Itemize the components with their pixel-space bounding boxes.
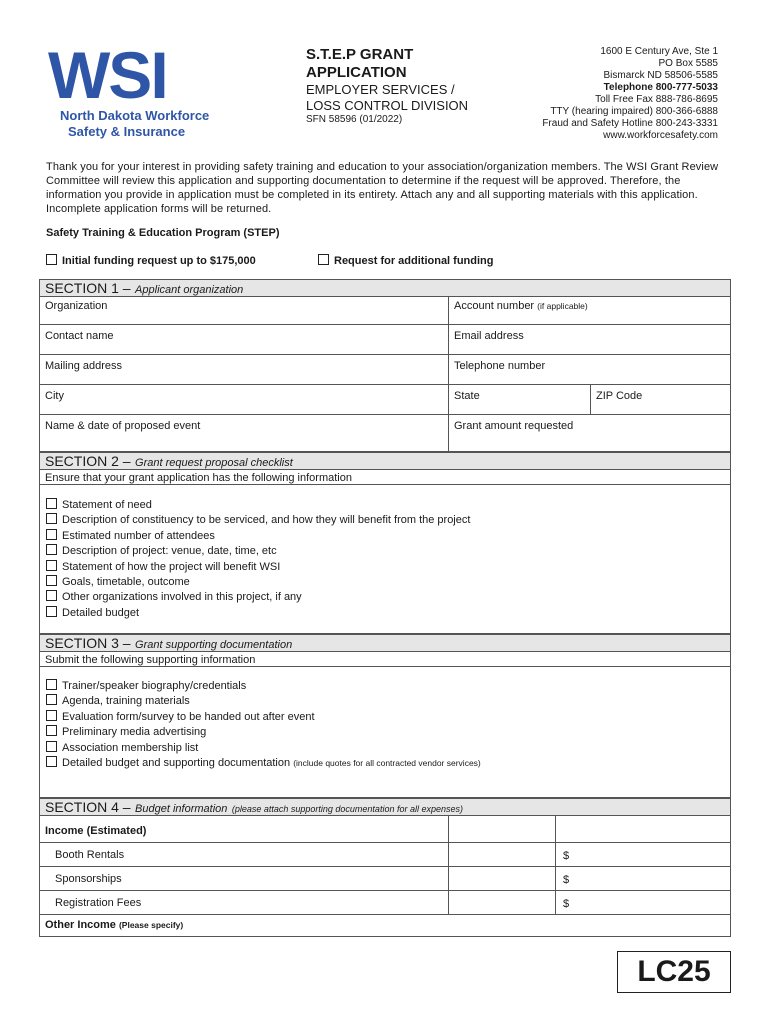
section-2-header: SECTION 2 – Grant request proposal checklist bbox=[39, 452, 731, 469]
form-title: S.T.E.P GRANT APPLICATION bbox=[306, 46, 414, 81]
booth-rentals-label: Booth Rentals bbox=[55, 849, 125, 861]
section-1-grid bbox=[39, 296, 731, 452]
event-field[interactable]: Name & date of proposed event bbox=[45, 420, 201, 432]
registration-fees-label: Registration Fees bbox=[55, 897, 142, 909]
checklist-item[interactable]: Agenda, training materials bbox=[46, 694, 481, 709]
program-title: Safety Training & Education Program (STEP) bbox=[46, 227, 280, 239]
checklist-item[interactable]: Preliminary media advertising bbox=[46, 725, 481, 740]
email-field[interactable]: Email address bbox=[454, 330, 524, 342]
section-2-box bbox=[39, 469, 731, 634]
section-2-instruction: Ensure that your grant application has the following information bbox=[45, 472, 352, 484]
registration-fees-amount[interactable]: $ bbox=[563, 898, 570, 910]
checkbox[interactable] bbox=[46, 254, 57, 265]
other-income-field[interactable]: Other Income (Please specify) bbox=[45, 919, 184, 931]
checkbox[interactable] bbox=[318, 254, 329, 265]
grant-amount-field[interactable]: Grant amount requested bbox=[454, 420, 574, 432]
logo-line-1: North Dakota Workforce bbox=[60, 108, 210, 123]
checklist-item[interactable]: Statement of how the project will benefit WSI bbox=[46, 560, 470, 575]
logo-line-2: Safety & Insurance bbox=[68, 124, 186, 139]
sponsorships-amount[interactable]: $ bbox=[563, 874, 570, 886]
section-4-header: SECTION 4 – Budget information (please attach supporting documentation for all expenses) bbox=[39, 798, 731, 815]
contact-address: 1600 E Century Ave, Ste 1 PO Box 5585 Bismarck ND 58506-5585 Telephone 800-777-5033 Toll Free Fax 888-786-8695 TTY (hearing impaired) 800-366-6888 Fraud and Safety Hotline 800-243-3331 www.workforcesafety.com bbox=[542, 46, 718, 141]
section-3-header: SECTION 3 – Grant supporting documentation bbox=[39, 634, 731, 651]
checklist-item[interactable]: Estimated number of attendees bbox=[46, 529, 470, 544]
checklist-item[interactable]: Other organizations involved in this project, if any bbox=[46, 590, 470, 605]
form-number: SFN 58596 (01/2022) bbox=[306, 114, 403, 125]
city-field[interactable]: City bbox=[45, 390, 64, 402]
booth-rentals-amount[interactable]: $ bbox=[563, 850, 570, 862]
form-code: LC25 bbox=[617, 951, 731, 993]
section-3-instruction: Submit the following supporting information bbox=[45, 654, 256, 666]
budget-table bbox=[39, 815, 731, 937]
mailing-address-field[interactable]: Mailing address bbox=[45, 360, 123, 372]
division-name: EMPLOYER SERVICES / LOSS CONTROL DIVISION bbox=[306, 82, 469, 113]
organization-field[interactable]: Organization bbox=[45, 300, 108, 312]
telephone-field[interactable]: Telephone number bbox=[454, 360, 546, 372]
checklist-item[interactable]: Goals, timetable, outcome bbox=[46, 575, 470, 590]
checklist-item[interactable]: Association membership list bbox=[46, 741, 481, 756]
state-field[interactable]: State bbox=[454, 390, 480, 402]
checklist-item[interactable]: Description of constituency to be serviced, and how they will benefit from the project bbox=[46, 513, 470, 528]
supporting-docs-checklist bbox=[46, 679, 481, 771]
section-3-box bbox=[39, 651, 731, 798]
checklist-item[interactable]: Detailed budget bbox=[46, 606, 470, 621]
income-header: Income (Estimated) bbox=[45, 825, 147, 837]
contact-name-field[interactable]: Contact name bbox=[45, 330, 114, 342]
checklist-item[interactable]: Trainer/speaker biography/credentials bbox=[46, 679, 481, 694]
additional-funding-option[interactable]: Request for additional funding bbox=[318, 254, 494, 267]
initial-funding-option[interactable]: Initial funding request up to $175,000 bbox=[46, 254, 256, 267]
checklist-item[interactable]: Detailed budget and supporting documentation (include quotes for all contracted vendor services) bbox=[46, 756, 481, 771]
section-1-header: SECTION 1 – Applicant organization bbox=[39, 279, 731, 296]
wsi-logo: WSI bbox=[48, 38, 167, 112]
sponsorships-label: Sponsorships bbox=[55, 873, 122, 885]
intro-paragraph: Thank you for your interest in providing safety training and education to your association/organization members. The WSI Grant Review Committee will review this application and supporting documentation to determine if the request will be approved. Therefore, the information you provide in application must be completed in its entirety. Attach any and all supporting materials with this application. Incomplete application forms will be returned. bbox=[46, 161, 719, 215]
checklist-item[interactable]: Statement of need bbox=[46, 498, 470, 513]
proposal-checklist bbox=[46, 498, 470, 621]
checklist-item[interactable]: Evaluation form/survey to be handed out after event bbox=[46, 710, 481, 725]
checklist-item[interactable]: Description of project: venue, date, time, etc bbox=[46, 544, 470, 559]
account-number-field[interactable]: Account number (if applicable) bbox=[454, 300, 588, 312]
zip-field[interactable]: ZIP Code bbox=[596, 390, 643, 402]
